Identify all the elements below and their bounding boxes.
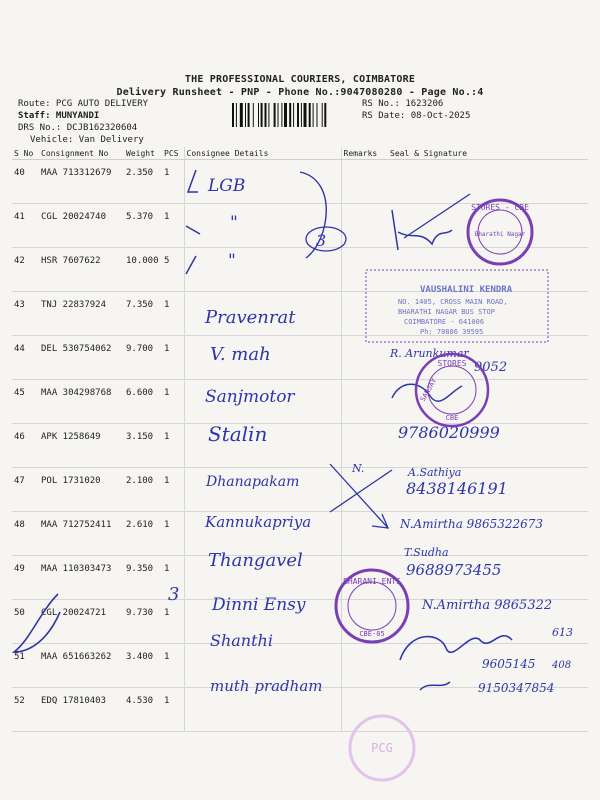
row-sno: 44 bbox=[12, 336, 39, 380]
row-remarks-cell bbox=[341, 600, 388, 644]
row-pcs: 1 bbox=[162, 292, 184, 336]
signature-49-name: T.Sudha bbox=[404, 546, 449, 559]
row-weight: 2.100 bbox=[124, 468, 162, 512]
barcode-bar bbox=[245, 103, 246, 127]
row-remarks-cell bbox=[341, 468, 388, 512]
row-pcs: 1 bbox=[162, 204, 184, 248]
row-pcs: 1 bbox=[162, 380, 184, 424]
barcode-bar bbox=[236, 103, 237, 127]
consignee-hw-40: LGB bbox=[208, 176, 246, 196]
table-row bbox=[12, 204, 588, 248]
row-weight: 9.700 bbox=[124, 336, 162, 380]
row-remarks-cell bbox=[341, 556, 388, 600]
row-remarks-cell bbox=[341, 204, 388, 248]
barcode-bar bbox=[297, 103, 299, 127]
barcode-bar bbox=[248, 103, 250, 127]
row-signature-cell bbox=[388, 556, 588, 600]
row-consignment: DEL 530754062 bbox=[39, 336, 124, 380]
note-51: 9605145 bbox=[482, 657, 536, 671]
bharani-stamp-top: BHARANI ENTS bbox=[343, 577, 401, 586]
sanjay-stamp-side: SANJAY bbox=[418, 377, 439, 403]
row-remarks-cell bbox=[341, 424, 388, 468]
drs-number: DRS No.: DCJB162320604 bbox=[18, 123, 138, 133]
phone-46: 9786020999 bbox=[398, 423, 500, 442]
row-weight: 2.350 bbox=[124, 160, 162, 204]
barcode-bar bbox=[304, 103, 307, 127]
row-consignee-cell bbox=[184, 644, 341, 688]
row-weight: 10.000 bbox=[124, 248, 162, 292]
barcode-bar bbox=[281, 103, 282, 127]
signature-50: N.Amirtha 9865322 bbox=[422, 598, 553, 613]
row-pcs: 5 bbox=[162, 248, 184, 292]
row-signature-cell bbox=[388, 600, 588, 644]
barcode-bar bbox=[324, 103, 326, 127]
row-consignee-cell bbox=[184, 204, 341, 248]
route-label: Route: PCG AUTO DELIVERY bbox=[18, 99, 149, 109]
table-row bbox=[12, 380, 588, 424]
consignee-hw-41: " bbox=[230, 213, 238, 233]
row-sno: 48 bbox=[12, 512, 39, 556]
row-remarks-cell bbox=[341, 248, 388, 292]
row-remarks-cell bbox=[341, 160, 388, 204]
row-sno: 45 bbox=[12, 380, 39, 424]
table-row bbox=[12, 160, 588, 204]
row-consignment: HSR 7607622 bbox=[39, 248, 124, 292]
staff-label: Staff: MUNYANDI bbox=[18, 111, 100, 121]
row-weight: 9.730 bbox=[124, 600, 162, 644]
col-consignee: Consignee Details bbox=[184, 147, 341, 160]
barcode-bar bbox=[278, 103, 279, 127]
consignment-table bbox=[12, 147, 588, 732]
row-pcs: 1 bbox=[162, 556, 184, 600]
consignee-hw-47: Dhanapakam bbox=[206, 474, 300, 490]
circled-count: 3 bbox=[316, 231, 327, 250]
row-consignee-cell bbox=[184, 336, 341, 380]
row-sno: 41 bbox=[12, 204, 39, 248]
row-pcs: 1 bbox=[162, 644, 184, 688]
row-remarks-cell bbox=[341, 644, 388, 688]
row-weight: 4.530 bbox=[124, 688, 162, 732]
consignee-hw-49: Thangavel bbox=[208, 550, 303, 571]
row-signature-cell bbox=[388, 512, 588, 556]
row-remarks-cell bbox=[341, 512, 388, 556]
row-consignee-cell bbox=[184, 248, 341, 292]
row-sno: 52 bbox=[12, 688, 39, 732]
row-consignment: MAA 110303473 bbox=[39, 556, 124, 600]
rs-date: RS Date: 08-Oct-2025 bbox=[362, 111, 471, 121]
row-weight: 3.150 bbox=[124, 424, 162, 468]
runsheet-subtitle: Delivery Runsheet - PNP - Phone No.:9047080280 - Page No.:4 bbox=[116, 87, 484, 98]
phone-49: 9688973455 bbox=[406, 561, 502, 579]
kendra-stamp-phone: Ph: 70806 39595 bbox=[420, 328, 484, 336]
row-consignee-cell bbox=[184, 424, 341, 468]
company-title: THE PROFESSIONAL COURIERS, COIMBATORE bbox=[184, 74, 416, 85]
row-pcs: 1 bbox=[162, 512, 184, 556]
sanjay-stamp-top: STORES bbox=[437, 359, 467, 368]
row-pcs: 1 bbox=[162, 688, 184, 732]
consignee-hw-51: Shanthi bbox=[210, 631, 273, 650]
barcode-bar bbox=[268, 103, 269, 127]
col-consignment: Consignment No bbox=[39, 147, 124, 160]
kendra-stamp-name: VAUSHALINI KENDRA bbox=[420, 285, 513, 295]
bharani-stamp-bottom: CBE-05 bbox=[359, 630, 385, 638]
row-pcs: 1 bbox=[162, 468, 184, 512]
barcode-bar bbox=[317, 103, 318, 127]
row-consignee-cell bbox=[184, 160, 341, 204]
row-sno: 42 bbox=[12, 248, 39, 292]
row-signature-cell bbox=[388, 468, 588, 512]
row-signature-cell bbox=[388, 204, 588, 248]
phone-47: 8438146191 bbox=[406, 479, 508, 498]
row-signature-cell bbox=[388, 292, 588, 336]
row-remarks-cell bbox=[341, 336, 388, 380]
row-consignment: POL 1731020 bbox=[39, 468, 124, 512]
row-consignment: TNJ 22837924 bbox=[39, 292, 124, 336]
row-sno: 43 bbox=[12, 292, 39, 336]
note-408: 408 bbox=[552, 660, 572, 671]
row-weight: 9.350 bbox=[124, 556, 162, 600]
consignee-hw-42: " bbox=[228, 251, 236, 271]
kendra-stamp-line2: BHARATHI NAGAR BUS STOP bbox=[398, 308, 495, 316]
barcode-bar bbox=[232, 103, 234, 127]
row-weight: 7.350 bbox=[124, 292, 162, 336]
table-header-row bbox=[12, 147, 588, 160]
row-signature-cell bbox=[388, 248, 588, 292]
barcode-bar bbox=[261, 103, 263, 127]
row-signature-cell bbox=[388, 424, 588, 468]
row-consignee-cell bbox=[184, 556, 341, 600]
row-signature-cell bbox=[388, 688, 588, 732]
barcode-bar bbox=[258, 103, 259, 127]
barcode-bar bbox=[293, 103, 294, 127]
row-consignment: EDQ 17810403 bbox=[39, 688, 124, 732]
kendra-stamp-line1: NO. 1405, CROSS MAIN ROAD, bbox=[398, 298, 508, 306]
row-signature-cell bbox=[388, 160, 588, 204]
row-weight: 5.370 bbox=[124, 204, 162, 248]
consignee-hw-48: Kannukapriya bbox=[205, 513, 312, 531]
table-row bbox=[12, 336, 588, 380]
pcg-stamp-text: PCG bbox=[371, 741, 393, 755]
kendra-stamp-line3: COIMBATORE - 641006 bbox=[404, 318, 485, 326]
row-pcs: 1 bbox=[162, 600, 184, 644]
barcode-bar bbox=[284, 103, 287, 127]
barcode-bar bbox=[274, 103, 276, 127]
row-consignment: MAA 712752411 bbox=[39, 512, 124, 556]
row-pcs: 1 bbox=[162, 160, 184, 204]
consignee-hw-45: Sanjmotor bbox=[205, 387, 295, 407]
row-consignment: MAA 304298768 bbox=[39, 380, 124, 424]
table-row bbox=[12, 512, 588, 556]
barcode-bar bbox=[322, 103, 323, 127]
row-sno: 50 bbox=[12, 600, 39, 644]
row-consignee-cell bbox=[184, 292, 341, 336]
table-row bbox=[12, 248, 588, 292]
row-pcs: 1 bbox=[162, 424, 184, 468]
row-consignment: CGL 20024721 bbox=[39, 600, 124, 644]
col-pcs: PCS bbox=[162, 147, 184, 160]
table-row bbox=[12, 292, 588, 336]
phone-52: 9150347854 bbox=[478, 681, 555, 695]
sanjay-stamp-bottom: CBE bbox=[445, 414, 459, 422]
row-consignee-cell bbox=[184, 688, 341, 732]
row-consignment: APK 1258649 bbox=[39, 424, 124, 468]
consignee-hw-43: Pravenrat bbox=[205, 307, 296, 328]
table-row bbox=[12, 556, 588, 600]
row-consignee-cell bbox=[184, 468, 341, 512]
row-sno: 46 bbox=[12, 424, 39, 468]
row-signature-cell bbox=[388, 380, 588, 424]
table-row bbox=[12, 600, 588, 644]
table-row bbox=[12, 644, 588, 688]
consignee-hw-50: Dinni Ensy bbox=[212, 595, 306, 615]
barcode-bar bbox=[265, 103, 267, 127]
barcode-bar bbox=[301, 103, 302, 127]
row-remarks-cell bbox=[341, 688, 388, 732]
barcode-bar bbox=[253, 103, 254, 127]
row-signature-cell bbox=[388, 336, 588, 380]
consignee-hw-44: V. mah bbox=[210, 344, 271, 365]
note-613: 613 bbox=[552, 626, 573, 639]
vehicle-label: Vehicle: Van Delivery bbox=[30, 135, 144, 145]
stores-stamp-badge: Bharathi Nagar bbox=[474, 231, 526, 238]
consignee-hw-52: muth pradham bbox=[210, 677, 323, 695]
signature-48: N.Amirtha 9865322673 bbox=[400, 517, 544, 531]
signature-47-name: A.Sathiya bbox=[408, 466, 462, 479]
col-weight: Weight bbox=[124, 147, 162, 160]
col-remarks: Remarks bbox=[341, 147, 388, 160]
signature-45: R. Arunkumar bbox=[390, 347, 469, 360]
row-weight: 2.610 bbox=[124, 512, 162, 556]
row-weight: 6.600 bbox=[124, 380, 162, 424]
row-sno: 49 bbox=[12, 556, 39, 600]
consignee-hw-46: Stalin bbox=[208, 422, 268, 446]
row-sno: 51 bbox=[12, 644, 39, 688]
barcode-bar bbox=[289, 103, 291, 127]
row-consignment: MAA 713312679 bbox=[39, 160, 124, 204]
barcode-image bbox=[232, 103, 358, 127]
n-mark: N. bbox=[352, 462, 365, 475]
col-signature: Seal & Signature bbox=[388, 147, 588, 160]
row-consignee-cell bbox=[184, 512, 341, 556]
rs-number: RS No.: 1623206 bbox=[362, 99, 444, 109]
table-row bbox=[12, 424, 588, 468]
row-signature-cell bbox=[388, 644, 588, 688]
signature-45-number: 9052 bbox=[474, 360, 508, 375]
table-row bbox=[12, 688, 588, 732]
row-pcs: 1 bbox=[162, 336, 184, 380]
stores-stamp-top: STORES - CBE bbox=[471, 203, 529, 212]
table-row bbox=[12, 468, 588, 512]
row-remarks-cell bbox=[341, 292, 388, 336]
row50-mark: 3 bbox=[168, 584, 180, 605]
row-consignment: CGL 20024740 bbox=[39, 204, 124, 248]
barcode-bar bbox=[309, 103, 311, 127]
barcode-bar bbox=[240, 103, 243, 127]
barcode-bar bbox=[313, 103, 314, 127]
col-sno: S No bbox=[12, 147, 39, 160]
row-sno: 40 bbox=[12, 160, 39, 204]
row-weight: 3.400 bbox=[124, 644, 162, 688]
row-sno: 47 bbox=[12, 468, 39, 512]
row-consignment: MAA 651663262 bbox=[39, 644, 124, 688]
row-consignee-cell bbox=[184, 600, 341, 644]
row-remarks-cell bbox=[341, 380, 388, 424]
row-consignee-cell bbox=[184, 380, 341, 424]
